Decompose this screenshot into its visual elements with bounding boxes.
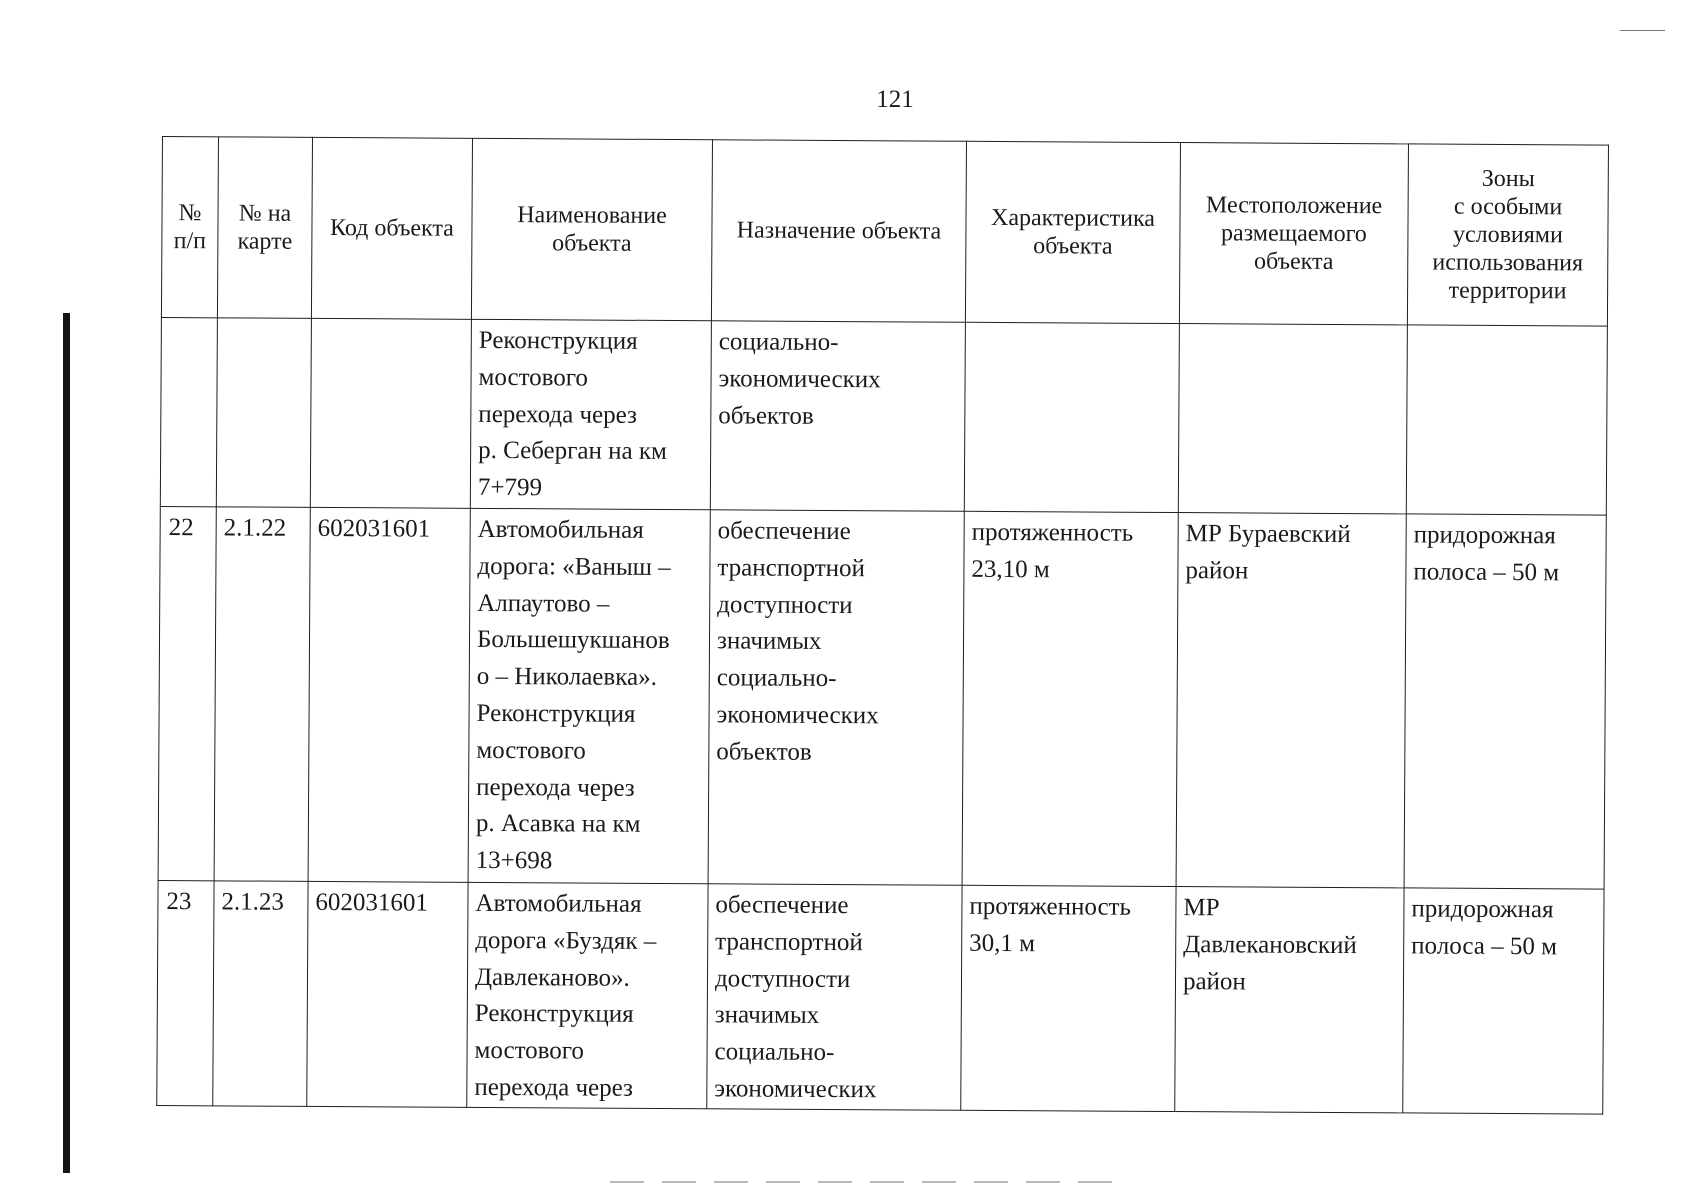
- cell-map-number: 2.1.23: [213, 881, 308, 1106]
- scan-noise: [610, 1181, 1130, 1183]
- cell-object-name: Автомобильная дорога: «Ваныш – Алпаутово – Большешукшанов о – Николаевка». Реконструкция мостового перехода через р. Асавка на км 13+698: [468, 508, 710, 883]
- cell-row-number: 22: [158, 506, 216, 880]
- cell-object-name: Автомобильная дорога «Буздяк – Давлеканово». Реконструкция мостового перехода через: [467, 882, 708, 1108]
- header-object-purpose: Назначение объекта: [711, 140, 966, 323]
- cell-special-zones: придорожная полоса – 50 м: [1404, 514, 1606, 889]
- header-map-number: № на карте: [217, 137, 312, 319]
- table-header-row: [161, 137, 1608, 327]
- header-object-characteristic: Характеристика объекта: [965, 141, 1180, 323]
- objects-table: [156, 136, 1609, 1114]
- table-row: [157, 880, 1604, 1113]
- cell-special-zones: [1406, 325, 1607, 515]
- header-special-zones: Зоны с особыми условиями использования территории: [1407, 144, 1608, 326]
- cell-row-number: [160, 317, 217, 506]
- cell-object-location: [1178, 324, 1407, 514]
- cell-object-purpose: обеспечение транспортной доступности значимых социально- экономических объектов: [708, 510, 964, 886]
- cell-special-zones: придорожная полоса – 50 м: [1403, 888, 1604, 1114]
- cell-object-characteristic: протяженность 23,10 м: [962, 511, 1178, 886]
- cell-map-number: [216, 318, 311, 508]
- scan-edge-shadow: [63, 313, 70, 1173]
- header-object-location: Местоположение размещаемого объекта: [1179, 143, 1408, 325]
- cell-object-code: 602031601: [308, 507, 470, 882]
- cell-object-name: Реконструкция мостового перехода через р. Себерган на км 7+799: [470, 319, 711, 509]
- cell-object-characteristic: [964, 322, 1179, 512]
- cell-object-code: 602031601: [307, 881, 468, 1107]
- page-number: 121: [876, 86, 914, 113]
- scan-mark: [1620, 30, 1665, 31]
- cell-object-purpose: социально- экономических объектов: [710, 321, 965, 512]
- header-row-number: № п/п: [161, 137, 218, 318]
- header-object-code: Код объекта: [311, 137, 472, 319]
- table-row: [158, 506, 1606, 889]
- cell-object-location: МР Давлекановский район: [1175, 887, 1404, 1113]
- cell-object-location: МР Бураевский район: [1176, 513, 1406, 888]
- cell-object-purpose: обеспечение транспортной доступности значимых социально- экономических: [707, 884, 962, 1110]
- cell-object-code: [310, 318, 471, 508]
- table-row: [160, 317, 1607, 515]
- cell-map-number: 2.1.22: [214, 507, 310, 882]
- cell-object-characteristic: протяженность 30,1 м: [961, 885, 1176, 1111]
- cell-row-number: 23: [157, 880, 214, 1105]
- header-object-name: Наименование объекта: [471, 138, 712, 320]
